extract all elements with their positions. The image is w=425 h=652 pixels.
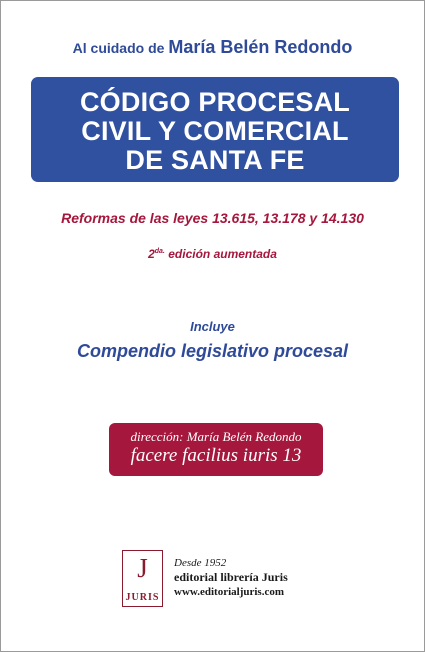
logo-letter: J xyxy=(137,553,148,583)
title-box xyxy=(31,77,399,182)
includes-title: Compendio legislativo procesal xyxy=(76,341,349,361)
series-name: facere facilius iuris 13 xyxy=(130,445,302,466)
title-line-2: CIVIL Y COMERCIAL xyxy=(81,116,349,146)
publisher-info xyxy=(174,556,288,600)
title-line-1: CÓDIGO PROCESAL xyxy=(79,87,351,117)
editor-prefix: Al cuidado de xyxy=(72,40,169,56)
publisher-name: editorial librería Juris xyxy=(174,570,288,584)
editor-credit xyxy=(1,37,424,58)
juris-logo xyxy=(122,550,163,607)
reforms-subtitle: Reformas de las leyes 13.615, 13.178 y 14.130 xyxy=(61,210,364,226)
title-line-3: DE SANTA FE xyxy=(125,145,305,175)
publisher-since: Desde 1952 xyxy=(174,557,227,569)
series-box xyxy=(109,423,323,476)
publisher-block xyxy=(122,550,322,610)
edition-ordinal: da. xyxy=(154,248,165,255)
editor-name: María Belén Redondo xyxy=(168,37,353,57)
publisher-website: www.editorialjuris.com xyxy=(174,586,284,598)
logo-word: JURIS xyxy=(125,592,160,603)
edition-text: edición aumentada xyxy=(164,247,277,261)
series-direction: dirección: María Belén Redondo xyxy=(130,429,302,444)
edition-number: 2 xyxy=(148,247,155,261)
includes-label: Incluye xyxy=(190,319,235,334)
edition-line xyxy=(1,247,424,261)
